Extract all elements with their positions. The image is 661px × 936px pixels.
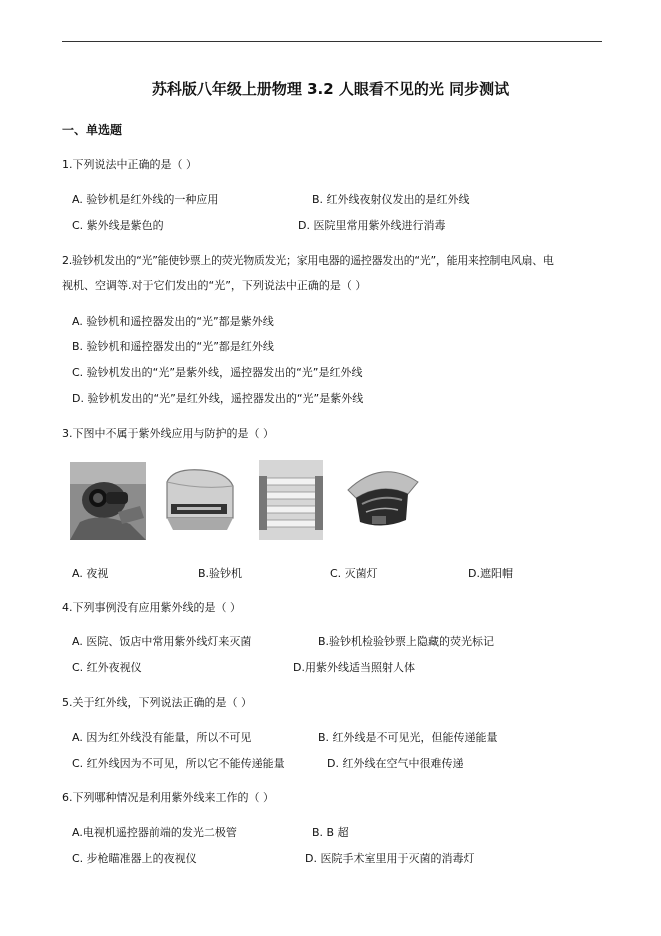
question-5-option-a[interactable]: A. 因为红外线没有能量，所以不可见 [72, 731, 252, 744]
germicidal-lamp-image [259, 460, 323, 540]
question-1-option-d[interactable]: D. 医院里常用紫外线进行消毒 [298, 219, 446, 232]
money-detector-image [161, 460, 239, 540]
question-1-stem: 1.下列说法中正确的是（ ） [62, 158, 197, 171]
question-6-stem: 6.下列哪种情况是利用紫外线来工作的（ ） [62, 791, 274, 804]
question-5-option-b[interactable]: B. 红外线是不可见光，但能传递能量 [318, 731, 498, 744]
question-4-option-c[interactable]: C. 红外夜视仪 [72, 661, 142, 674]
question-3-option-c[interactable]: C. 灭菌灯 [330, 567, 378, 580]
section-heading: 一、单选题 [62, 123, 123, 137]
question-1-option-b[interactable]: B. 红外线夜射仪发出的是红外线 [312, 193, 470, 206]
question-6-option-d[interactable]: D. 医院手术室里用于灭菌的消毒灯 [305, 852, 475, 865]
question-2-option-a[interactable]: A. 验钞机和遥控器发出的“光”都是紫外线 [72, 315, 274, 328]
question-2-stem-line-1: 2.验钞机发出的“光”能使钞票上的荧光物质发光；家用电器的遥控器发出的“光”，能用来控制电风扇、电 [62, 254, 554, 267]
question-2-option-d[interactable]: D. 验钞机发出的“光”是红外线，遥控器发出的“光”是紫外线 [72, 392, 364, 405]
question-1-option-c[interactable]: C. 紫外线是紫色的 [72, 219, 164, 232]
question-4-option-b[interactable]: B.验钞机检验钞票上隐藏的荧光标记 [318, 635, 495, 648]
question-5-stem: 5.关于红外线，下列说法正确的是（ ） [62, 696, 252, 709]
question-2-stem-line-2: 视机、空调等.对于它们发出的“光”，下列说法中正确的是（ ） [62, 279, 367, 292]
question-1-option-a[interactable]: A. 验钞机是红外线的一种应用 [72, 193, 219, 206]
question-5-option-d[interactable]: D. 红外线在空气中很难传递 [327, 757, 464, 770]
question-6-option-a[interactable]: A.电视机遥控器前端的发光二极管 [72, 826, 237, 839]
question-4-option-d[interactable]: D.用紫外线适当照射人体 [293, 661, 415, 674]
header-rule [62, 41, 602, 42]
question-3-option-d[interactable]: D.遮阳帽 [468, 567, 513, 580]
question-6-option-c[interactable]: C. 步枪瞄准器上的夜视仪 [72, 852, 197, 865]
question-2-option-c[interactable]: C. 验钞机发出的“光”是紫外线，遥控器发出的“光”是红外线 [72, 366, 363, 379]
question-4-stem: 4.下列事例没有应用紫外线的是（ ） [62, 601, 241, 614]
night-vision-soldier-image [70, 462, 146, 540]
question-3-option-b[interactable]: B.验钞机 [198, 567, 243, 580]
question-6-option-b[interactable]: B. B 超 [312, 826, 349, 839]
question-5-option-c[interactable]: C. 红外线因为不可见，所以它不能传递能量 [72, 757, 285, 770]
page-title: 苏科版八年级上册物理 3.2 人眼看不见的光 同步测试 [151, 80, 510, 98]
sun-visor-cap-image [342, 460, 422, 540]
question-2-option-b[interactable]: B. 验钞机和遥控器发出的“光”都是红外线 [72, 340, 274, 353]
question-3-stem: 3.下图中不属于紫外线应用与防护的是（ ） [62, 427, 274, 440]
question-4-option-a[interactable]: A. 医院、饭店中常用紫外线灯来灭菌 [72, 635, 252, 648]
question-3-option-a[interactable]: A. 夜视 [72, 567, 109, 580]
